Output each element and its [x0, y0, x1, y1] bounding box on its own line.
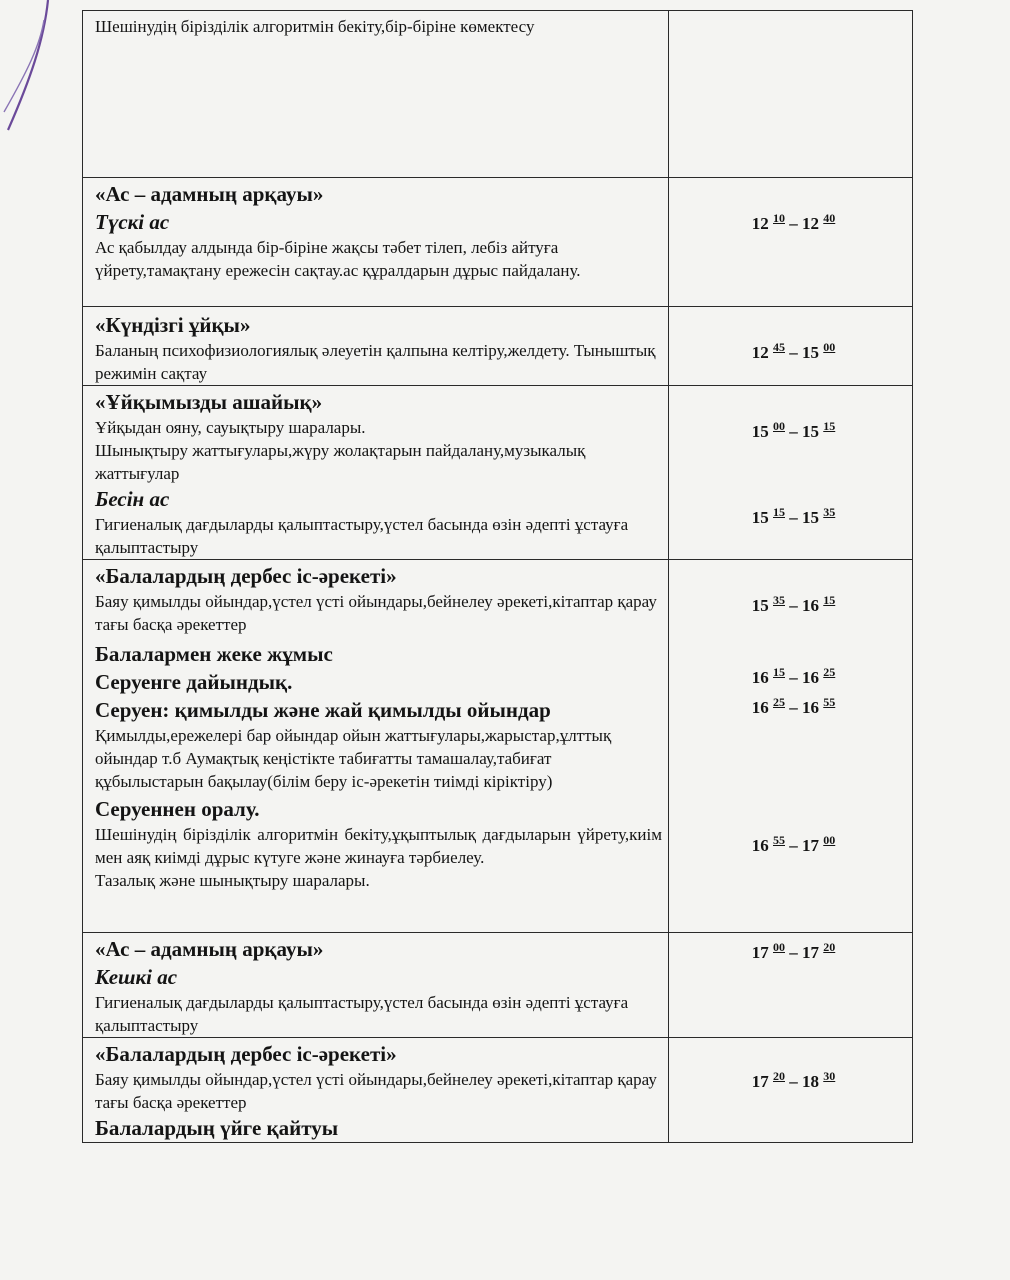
- time-range: 15 $^{15}$ – 15 $^{35}$: [751, 505, 836, 527]
- activity-cell: [83, 386, 669, 560]
- activity-heading: Серуеннен оралу.: [95, 797, 260, 821]
- activity-text: Тазалық және шынықтыру шаралары.: [95, 871, 370, 890]
- activity-cell: [83, 11, 669, 178]
- table-row: [83, 178, 913, 307]
- activity-text: Баланың психофизиологиялық әлеуетін қалпына келтіру,желдету. Тыныштық режимін сақтау: [95, 341, 656, 383]
- activity-cell: [83, 178, 669, 307]
- time-range: 12 $^{45}$ – 15 $^{00}$: [751, 340, 836, 362]
- activity-text: Гигиеналық дағдыларды қалыптастыру,үстел басында өзін әдепті ұстауға қалыптастыру: [95, 993, 629, 1035]
- activity-text: Ас қабылдау алдында бір-біріне жақсы тәбет тілеп, лебіз айтуға үйрету,тамақтану ережесін сақтау.ас құралдарын дұрыс пайдалану.: [95, 238, 581, 280]
- time-cell: [669, 386, 913, 560]
- activity-heading: Балалардың үйге қайтуы: [95, 1116, 339, 1140]
- activity-text: Гигиеналық дағдыларды қалыптастыру,үстел басында өзін әдепті ұстауға қалыптастыру: [95, 515, 629, 557]
- activity-cell: [83, 1038, 669, 1143]
- time-range: 12 $^{10}$ – 12 $^{40}$: [751, 211, 836, 233]
- time-cell: [669, 11, 913, 178]
- pen-scribble: [0, 0, 60, 150]
- time-range: 17 $^{20}$ – 18 $^{30}$: [751, 1069, 836, 1091]
- activity-cell: [83, 307, 669, 386]
- activity-heading: «Ас – адамның арқауы»: [95, 182, 324, 206]
- table-row: [83, 560, 913, 933]
- activity-heading: «Күндізгі ұйқы»: [95, 313, 251, 337]
- table-row: [83, 307, 913, 386]
- time-range: 15 $^{35}$ – 16 $^{15}$: [751, 593, 836, 615]
- daily-schedule-table: [82, 10, 913, 1143]
- activity-text: Шешінудің бірізділік алгоритмін бекіту,ұқыптылық дағдыларын үйрету,киім мен аяқ киімді дұрыс күтуге және жинауға тәрбиелеу.: [95, 825, 662, 867]
- time-cell: [669, 178, 913, 307]
- table-row: [83, 11, 913, 178]
- table-row: [83, 386, 913, 560]
- activity-text: Баяу қимылды ойындар,үстел үсті ойындары,бейнелеу әрекеті,кітаптар қарау тағы басқа әрекеттер: [95, 1070, 657, 1112]
- table-row: [83, 1038, 913, 1143]
- activity-cell: [83, 560, 669, 933]
- table-row: [83, 933, 913, 1038]
- activity-text: Қимылды,ережелері бар ойындар ойын жаттығулары,жарыстар,ұлттық ойындар т.б Аумақтық кеңістікте табиғатты тамашалау,табиғат құбылыстарын бақылау(білім беру іс-әрекетін тиімді кіріктіру): [95, 726, 612, 791]
- time-range: 16 $^{55}$ – 17 $^{00}$: [751, 833, 836, 855]
- time-range: 16 $^{15}$ – 16 $^{25}$: [751, 665, 836, 687]
- activity-cell: [83, 933, 669, 1038]
- time-range: 15 $^{00}$ – 15 $^{15}$: [751, 419, 836, 441]
- activity-heading: Серуен: қимылды және жай қимылды ойындар: [95, 698, 551, 722]
- activity-text: Баяу қимылды ойындар,үстел үсті ойындары,бейнелеу әрекеті,кітаптар қарау тағы басқа әрекеттер: [95, 592, 657, 634]
- activity-subheading: Бесін ас: [95, 487, 170, 511]
- activity-text: Шешінудің бірізділік алгоритмін бекіту,бір-біріне көмектесу: [95, 17, 535, 36]
- activity-subheading: Кешкі ас: [95, 965, 178, 989]
- activity-subheading: Түскі ас: [95, 210, 170, 234]
- activity-heading: «Балалардың дербес іс-әрекеті»: [95, 1042, 397, 1066]
- activity-heading: Балалармен жеке жұмыс: [95, 642, 333, 666]
- time-cell: [669, 933, 913, 1038]
- time-cell: [669, 307, 913, 386]
- time-cell: [669, 1038, 913, 1143]
- activity-text: Шынықтыру жаттығулары,жүру жолақтарын пайдалану,музыкалық жаттығулар: [95, 441, 586, 483]
- activity-heading: Серуенге дайындық.: [95, 670, 293, 694]
- activity-heading: «Балалардың дербес іс-әрекеті»: [95, 564, 397, 588]
- time-range: 17 $^{00}$ – 17 $^{20}$: [751, 940, 836, 962]
- activity-heading: «Ас – адамның арқауы»: [95, 937, 324, 961]
- activity-heading: «Ұйқымызды ашайық»: [95, 390, 323, 414]
- activity-text: Ұйқыдан ояну, сауықтыру шаралары.: [95, 418, 366, 437]
- time-range: 16 $^{25}$ – 16 $^{55}$: [751, 695, 836, 717]
- time-cell: [669, 560, 913, 933]
